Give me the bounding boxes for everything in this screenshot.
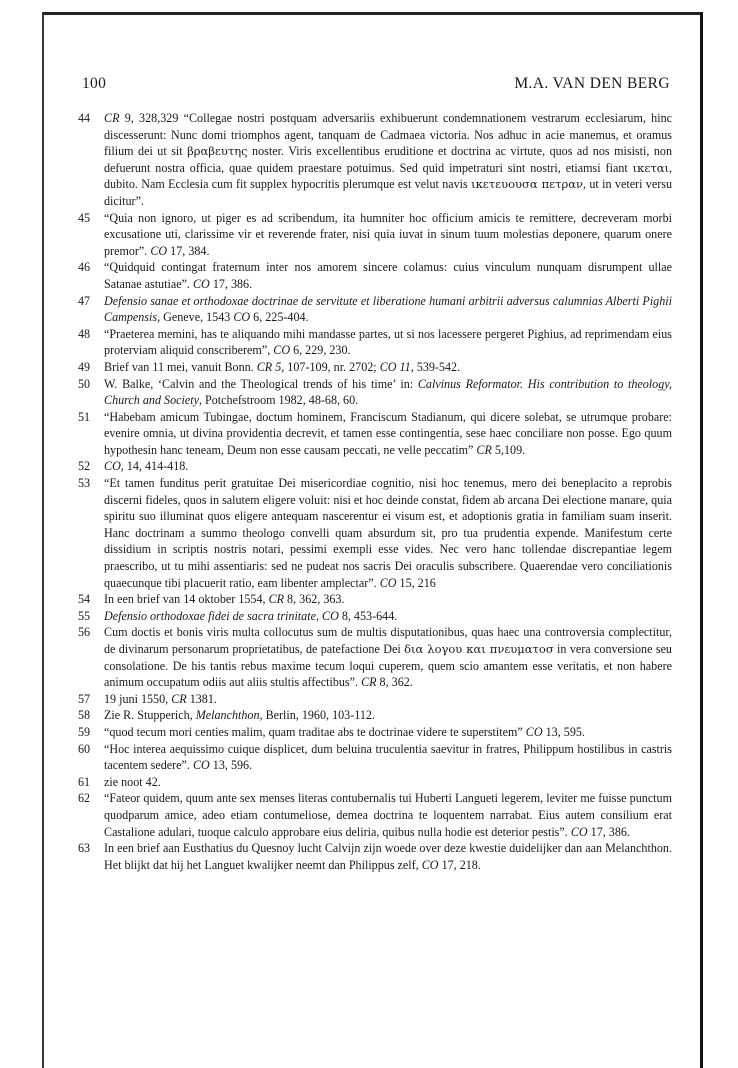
endnote-number: 44 [78, 111, 91, 125]
endnote-number: 58 [78, 708, 91, 723]
note-text-run: 17, 386. [587, 824, 630, 839]
italic-citation: CO [379, 575, 397, 590]
endnote-text [104, 741, 672, 774]
greek-text: ικεται [632, 160, 669, 175]
endnote-text [104, 840, 672, 873]
note-text-run: 107-109, nr. 2702; [284, 359, 380, 374]
endnote [78, 724, 672, 741]
endnotes-list [78, 110, 672, 873]
note-text-run: 17, 218. [438, 857, 481, 872]
endnote-number: 47 [78, 293, 91, 308]
note-text-run: “Fateor quidem, quum ante sex menses literas contubernalis tui Huberti Langueti legerem, leviter me fuisse punctum quodparum amice, adeo etiam contumeliose, demea doctrina te loquentem narrabat. Eius autem consilium erat Castalione adulari, tuoque calculo approbare eius deliria, quibus nulla hodie est deterior pestis”. [104, 791, 672, 839]
endnote [78, 741, 672, 774]
endnote-number: 52 [78, 459, 91, 474]
endnote-text [104, 293, 672, 326]
endnote-number: 56 [78, 625, 91, 640]
endnote-number: 50 [78, 376, 91, 391]
endnote [78, 359, 672, 376]
italic-citation: CR [104, 111, 120, 125]
endnote-text [104, 691, 672, 708]
endnote [78, 259, 672, 292]
endnote [78, 458, 672, 475]
note-text-run: 13, 595. [542, 724, 585, 739]
italic-citation: CO [192, 758, 210, 773]
italic-citation: CO [570, 824, 588, 839]
note-text-run: 13, 596. [209, 758, 253, 773]
endnote [78, 409, 672, 459]
endnote [78, 840, 672, 873]
greek-text: δια λογου και πνευματοσ [404, 642, 554, 656]
endnote [78, 608, 672, 625]
note-text-run: in vera conversione seu consolatione. De his tantis rebus maxime tecum loqui cuperem, quem scio amantem esse veritatis, et non habere animum occupatum odiis aut aliis stultis affectibus”. [104, 642, 672, 690]
italic-citation: CO [273, 343, 291, 358]
italic-citation: CO [322, 608, 339, 623]
italic-citation: CO, [104, 459, 124, 474]
note-text-run: 1381. [186, 691, 217, 706]
scan-border-left [42, 12, 44, 1068]
note-text-run: 9, 328,329 “Collegae nostri postquam adversariis exhibuerunt condemnationem vestrarum ecclesiarum, hinc discesserunt: Nunc domi triomphos agent, tanquam de Cadmaea victoria. Nos adhuc in acie manemus, et oramus filium dei ut sit [104, 111, 672, 159]
note-text-run: , Berlin, 1960, 103-112. [259, 708, 375, 723]
italic-citation: CO [150, 243, 168, 258]
page-number: 100 [82, 75, 107, 92]
greek-text: βραβευτης [187, 144, 248, 159]
endnote-number: 54 [78, 592, 91, 607]
note-text-run: 14, 414-418. [123, 459, 189, 474]
note-text-run: Cum doctis et bonis viris multa collocutus sum de multis disputationibus, quas haec una controversia complectitur, de divinarum personarum proprietatibus, de patefactione Dei [104, 625, 672, 656]
italic-citation: CO [233, 310, 251, 325]
italic-citation: Calvinus Reformator. His contribution to theology, Church and Society [104, 376, 672, 408]
endnote [78, 591, 672, 608]
note-text-run: zie noot 42. [104, 774, 161, 789]
note-text-run: 15, 216 [396, 575, 436, 590]
endnote-number: 46 [78, 260, 91, 275]
italic-citation: CO [525, 724, 543, 739]
endnote-text [104, 110, 672, 210]
italic-citation: CR [171, 691, 187, 706]
note-text-run: “Quia non ignoro, ut piger es ad scribendum, ita humniter hoc officium amicis te remittere, decreveram morbi excusatione uti, clarissime vir et reverende frater, nisi quia iuvat in sinum tuum molestias deponere, quarum onere premor”. [104, 210, 672, 258]
endnote-number: 62 [78, 791, 91, 806]
italic-citation: Defensio sanae et orthodoxae doctrinae de servitute et liberatione humani arbitrii adversus calumnias Alberti Pighii Campensis, [104, 293, 672, 325]
endnote [78, 774, 672, 791]
note-text-run: 6, 229, 230. [290, 343, 351, 358]
italic-citation: CO [192, 276, 210, 291]
note-text-run: In een brief van 14 oktober 1554, [104, 592, 269, 607]
note-text-run: 8, 453-644. [338, 608, 398, 623]
endnote-text [104, 475, 672, 591]
endnote [78, 790, 672, 840]
endnote-text [104, 458, 672, 475]
note-text-run: noster. Viris excellentibus eruditione et doctrina ac virtute, quos ad nos misisti, non defuerunt nostra officia, quae quidem praestare potuimus. Sed quid impetraturi sint nostri, etiamsi fiant [104, 144, 672, 175]
note-text-run: 8, 362, 363. [284, 592, 345, 607]
note-text-run: “Praeterea memini, has te aliquando mihi mandasse partes, ut si nos lacessere pergeret Pighius, ad reprimendam eius proterviam aliquid conscriberem”, [104, 326, 672, 358]
endnote [78, 110, 672, 210]
running-head: M.A. VAN DEN BERG [514, 75, 670, 92]
note-text-run: , 539-542. [410, 359, 461, 374]
italic-citation: CO [421, 857, 439, 872]
endnote-number: 60 [78, 741, 91, 756]
note-text-run: 6, 225-404. [250, 310, 309, 325]
endnote-text [104, 326, 672, 359]
italic-citation: Melanchthon [195, 708, 260, 723]
endnote-text [104, 259, 672, 292]
endnote-text [104, 376, 672, 409]
endnote-text [104, 724, 672, 741]
endnote-number: 48 [78, 326, 91, 341]
note-text-run: “Hoc interea aequissimo cuique displicet, dum beluina truculentia saevitur in fratres, Philippum hostilibus in castris tacentem sedere”. [104, 741, 672, 773]
note-text-run: Geneve, 1543 [160, 310, 234, 325]
scan-border-top [42, 12, 702, 15]
note-text-run: Zie R. Stupperich, [104, 708, 196, 723]
endnote-text [104, 624, 672, 690]
endnote-text [104, 359, 672, 376]
note-text-run: , Potchefstroom 1982, 48-68, 60. [198, 393, 359, 408]
endnote-number: 49 [78, 359, 91, 374]
italic-citation: CR [268, 592, 285, 607]
endnote [78, 475, 672, 591]
endnote [78, 624, 672, 690]
endnote [78, 376, 672, 409]
endnote [78, 293, 672, 326]
italic-citation: Defensio orthodoxae fidei de sacra trinitate [104, 608, 316, 623]
note-text-run: W. Balke, ‘Calvin and the Theological trends of his time’ in: [104, 376, 418, 391]
endnote-number: 45 [78, 210, 91, 225]
endnote-text [104, 774, 672, 791]
endnote [78, 326, 672, 359]
note-text-run: , ut in veteri versu dicitur”. [104, 177, 673, 208]
italic-citation: CR 5, [256, 359, 285, 374]
endnote [78, 707, 672, 724]
scan-border-right [700, 12, 703, 1068]
endnote-number: 57 [78, 691, 91, 706]
note-text-run: 19 juni 1550, [104, 691, 172, 706]
endnote-text [104, 707, 672, 724]
italic-citation: CR [361, 675, 377, 690]
note-text-run: , dubito. Nam Ecclesia cum fit supplex hypocritis plerumque est velut navis [104, 160, 672, 192]
note-text-run: “quod tecum mori centies malim, quam traditae abs te doctrinae videre te superstitem” [104, 724, 526, 739]
endnote-number: 55 [78, 608, 91, 623]
endnote-number: 61 [78, 774, 91, 789]
italic-citation: CO 11 [379, 359, 411, 374]
endnote-text [104, 608, 672, 625]
note-text-run: 17, 384. [167, 243, 210, 258]
note-text-run: “Et tamen funditus perit gratuitae Dei misericordiae cognitio, nisi hoc tenemus, mero dei beneplacito a reprobis discerni fideles, quos in salutem eligere voluit: nisi et hoc deinde constat, fidem ab arcana Dei electione manare, quia spiritu suo illuminat quos eligere antequam nascerentur ei visum est, et adoptionis gratia in familiam suam inserit. Hanc doctrinam a summo theologo convelli quam absurdum sit, pro tua prudentia expende. Manifestum certe dissidium in scriptis nostris notari, pessimi exempli esse vides. Nec vero hanc tollendae discrepantiae legem praescribo, ut tu mihi assentiaris: sed ne pudeat nos sacris Dei oraculis subscribere. Quaerendae vero conciliationis quaecunque tibi placuerit ratio, eam libenter amplectar”. [104, 476, 672, 590]
endnote-number: 59 [78, 724, 91, 739]
endnote [78, 210, 672, 260]
endnote-number: 51 [78, 409, 91, 424]
note-text-run: , [315, 608, 322, 623]
endnote-text [104, 591, 672, 608]
note-text-run: In een brief aan Eusthatius du Quesnoy lucht Calvijn zijn woede over deze kwestie duidelijker dan aan Melanchthon. Het blijkt dat hij het Languet kwalijker neemt dan Philippus zelf, [104, 841, 672, 872]
note-text-run: 8, 362. [376, 675, 413, 690]
endnote-text [104, 790, 672, 840]
endnote [78, 691, 672, 708]
endnote-text [104, 409, 672, 459]
note-text-run: Brief van 11 mei, vanuit Bonn. [104, 359, 257, 374]
note-text-run: 17, 386. [209, 276, 253, 291]
note-text-run: “Quidquid contingat fraternum inter nos amorem sincere colamus: cuius vinculum nunquam disrumpent ullae Satanae astutiae”. [104, 260, 672, 291]
endnote-number: 53 [78, 476, 91, 491]
italic-citation: CR [476, 442, 492, 457]
note-text-run: 5,109. [491, 442, 526, 457]
greek-text: ικετευουσα πετραν [471, 177, 583, 192]
endnote-number: 63 [78, 841, 91, 856]
endnote-text [104, 210, 672, 260]
note-text-run: “Habebam amicum Tubingae, doctum hominem, Franciscum Stadianum, qui dicere solebat, se utrumque probare: evenire omnia, ut divina providentia decrevit, et tamen esse contingentia, sese haec conciliare non posse. Ego quum hypothesin hanc teneam, Deum non esse causam peccati, ne velle peccatim” [104, 409, 672, 457]
